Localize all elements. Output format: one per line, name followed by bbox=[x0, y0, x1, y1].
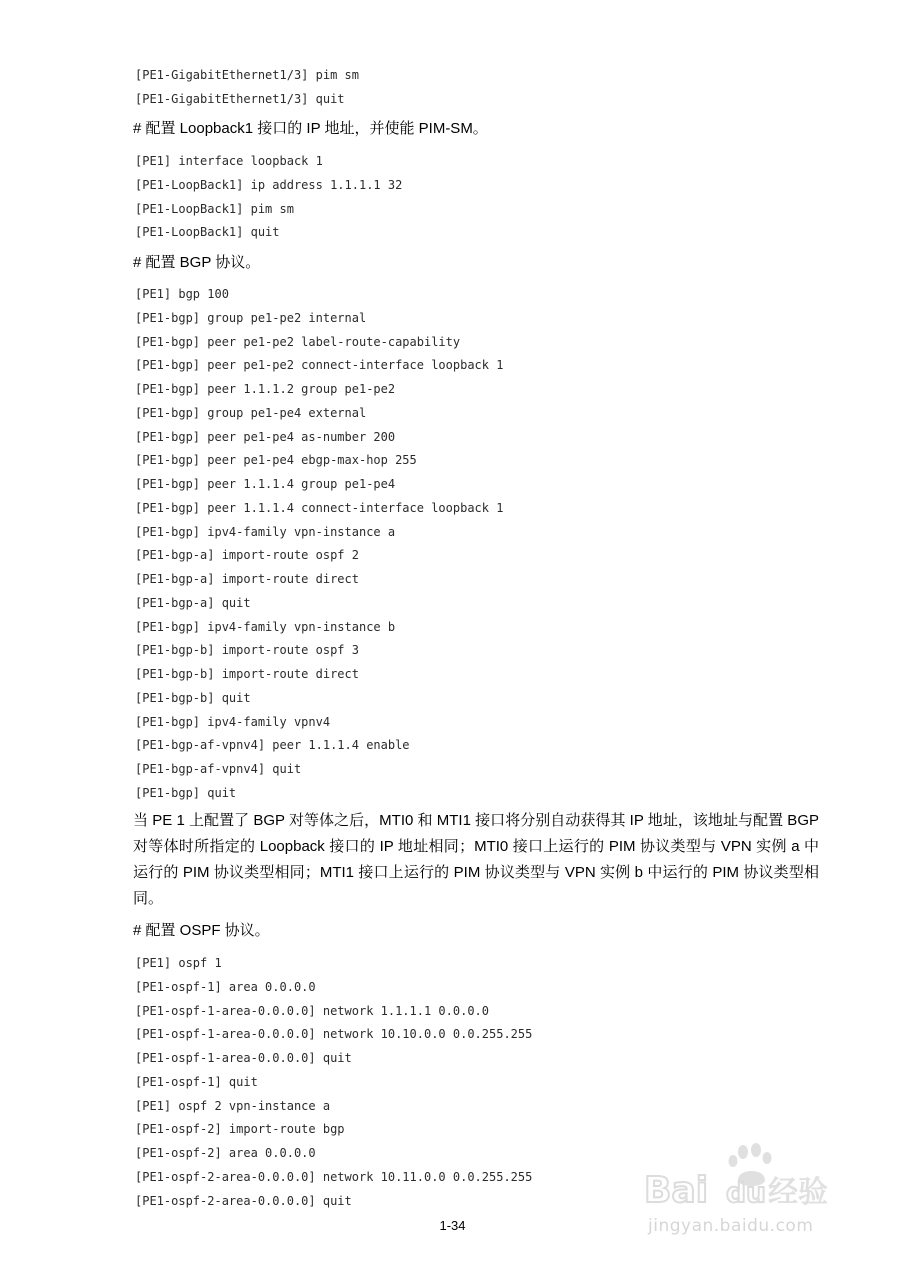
code-line: [PE1-bgp] quit bbox=[135, 785, 237, 800]
baidu-logo bbox=[640, 1140, 850, 1210]
code-line: [PE1-bgp] peer 1.1.1.4 group pe1-pe4 bbox=[135, 477, 396, 491]
section-note-ospf: # 配置 OSPF 协议。 bbox=[133, 922, 270, 939]
code-line: [PE1-bgp] ipv4-family vpn-instance b bbox=[135, 619, 396, 634]
explanation-paragraph: 当 PE 1 上配置了 BGP 对等体之后，MTI0 和 MTI1 接口将分别自动获得其 IP 地址，该地址与配置 BGP 对等体时所指定的 Loopback 接口的 IP 地址相同；MTI0 接口上运行的 PIM 协议类型与 VPN 实例 a 中运行的 PIM 协议类型相同；MTI1 接口上运行的 PIM 协议类型与 VPN 实例 b 中运行的 PIM 协议类型相同。 bbox=[133, 812, 819, 907]
code-line: [PE1-LoopBack1] ip address 1.1.1.1 32 bbox=[135, 177, 403, 192]
code-line: [PE1-ospf-2] import-route bgp bbox=[135, 1122, 345, 1137]
section-note-loopback: # 配置 Loopback1 接口的 IP 地址，并使能 PIM-SM。 bbox=[133, 120, 488, 137]
code-line: [PE1-GigabitEthernet1/3] quit bbox=[135, 91, 345, 106]
code-line: [PE1-bgp-b] import-route ospf 3 bbox=[135, 643, 359, 658]
code-line: [PE1-ospf-1-area-0.0.0.0] quit bbox=[135, 1051, 352, 1065]
code-line: [PE1-bgp] peer 1.1.1.2 group pe1-pe2 bbox=[135, 382, 396, 396]
watermark-url: jingyan.baidu.com bbox=[648, 1216, 814, 1236]
section-note-bgp: # 配置 BGP 协议。 bbox=[133, 254, 261, 271]
code-block-bgp bbox=[0, 283, 503, 806]
code-line: [PE1-bgp-a] quit bbox=[135, 595, 251, 610]
code-block-ospf bbox=[0, 952, 532, 1213]
code-line: [PE1] ospf 2 vpn-instance a bbox=[135, 1098, 331, 1113]
code-line: [PE1-GigabitEthernet1/3] pim sm bbox=[135, 68, 359, 82]
code-line: [PE1-bgp-af-vpnv4] quit bbox=[135, 762, 302, 776]
code-line: [PE1] interface loopback 1 bbox=[135, 154, 323, 168]
code-line: [PE1] bgp 100 bbox=[135, 287, 229, 301]
code-line: [PE1-LoopBack1] pim sm bbox=[135, 201, 294, 216]
code-block-pim-interface bbox=[0, 64, 359, 112]
svg-text:du: du bbox=[726, 1176, 766, 1209]
code-line: [PE1-ospf-2-area-0.0.0.0] quit bbox=[135, 1193, 352, 1208]
code-line: [PE1-bgp-b] quit bbox=[135, 690, 251, 705]
code-line: [PE1-bgp] peer 1.1.1.4 connect-interface loopback 1 bbox=[135, 500, 504, 515]
code-line: [PE1-bgp-b] import-route direct bbox=[135, 667, 359, 681]
page-number: 1-34 bbox=[439, 1218, 466, 1233]
code-line: [PE1-LoopBack1] quit bbox=[135, 225, 280, 240]
code-block-loopback bbox=[0, 150, 402, 245]
code-line: [PE1-ospf-1-area-0.0.0.0] network 10.10.0.0 0.0.255.255 bbox=[135, 1027, 533, 1042]
code-line: [PE1-bgp] peer pe1-pe2 label-route-capability bbox=[135, 334, 461, 349]
svg-text:Bai: Bai bbox=[644, 1170, 709, 1210]
code-line: [PE1-bgp] peer pe1-pe2 connect-interface loopback 1 bbox=[135, 358, 504, 373]
code-line: [PE1-ospf-2] area 0.0.0.0 bbox=[135, 1146, 316, 1160]
baidu-jingyan-watermark bbox=[640, 1140, 850, 1240]
code-line: [PE1-bgp] group pe1-pe2 internal bbox=[135, 310, 367, 325]
code-line: [PE1-bgp-a] import-route direct bbox=[135, 572, 359, 586]
code-line: [PE1-bgp] peer pe1-pe4 ebgp-max-hop 255 bbox=[135, 453, 417, 468]
code-line: [PE1-bgp-a] import-route ospf 2 bbox=[135, 548, 359, 563]
code-line: [PE1-ospf-1] quit bbox=[135, 1074, 258, 1089]
code-line: [PE1-bgp] ipv4-family vpnv4 bbox=[135, 714, 331, 729]
code-line: [PE1-ospf-1] area 0.0.0.0 bbox=[135, 979, 316, 994]
code-line: [PE1-bgp-af-vpnv4] peer 1.1.1.4 enable bbox=[135, 738, 410, 753]
code-line: [PE1-bgp] peer pe1-pe4 as-number 200 bbox=[135, 429, 396, 444]
svg-text:经验: 经验 bbox=[768, 1175, 828, 1210]
code-line: [PE1-ospf-1-area-0.0.0.0] network 1.1.1.1 0.0.0.0 bbox=[135, 1003, 490, 1018]
code-line: [PE1-bgp] group pe1-pe4 external bbox=[135, 405, 367, 420]
code-line: [PE1] ospf 1 bbox=[135, 956, 222, 970]
code-line: [PE1-ospf-2-area-0.0.0.0] network 10.11.0.0 0.0.255.255 bbox=[135, 1169, 533, 1184]
code-line: [PE1-bgp] ipv4-family vpn-instance a bbox=[135, 524, 396, 539]
